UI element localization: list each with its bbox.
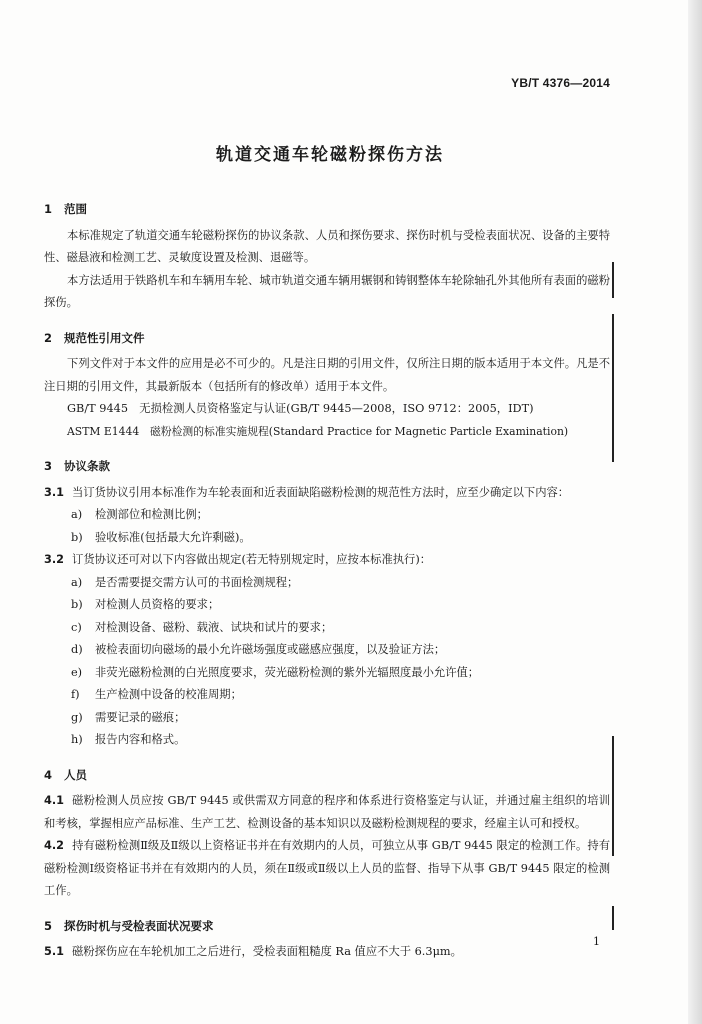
list-item [44, 572, 610, 595]
section-title: 范围 [64, 202, 87, 216]
list-text: 对检测人员资格的要求； [95, 598, 220, 611]
section-number: 1 [44, 202, 53, 216]
list-item [44, 729, 610, 752]
revision-bar [612, 314, 614, 462]
revision-bar [612, 262, 614, 298]
list-marker: g) [71, 710, 83, 724]
page-number: 1 [593, 935, 600, 948]
list-marker: d) [71, 643, 83, 656]
section-2-paragraph: 下列文件对于本文件的应用是必不可少的。凡是注日期的引用文件，仅所注日期的版本适用于本文件。凡是不注日期的引用文件，其最新版本（包括所有的修改单）适用于本文件。 [44, 357, 610, 393]
list-item [44, 662, 610, 685]
list-text: 对检测设备、磁粉、载液、试块和试片的要求； [95, 620, 333, 634]
section-title: 规范性引用文件 [64, 330, 145, 345]
list-marker: a) [71, 508, 83, 521]
list-marker: a) [71, 575, 83, 589]
list-item [44, 504, 610, 527]
document-title: 轨道交通车轮磁粉探伤方法 [216, 145, 444, 165]
clause-number: 5.1 [44, 945, 65, 958]
standard-code: YB/T 4376—2014 [511, 76, 610, 90]
list-text: 是否需要提交需方认可的书面检测规程； [95, 575, 299, 589]
section-4-heading [44, 764, 610, 787]
section-3-heading [44, 455, 610, 478]
clause-number: 3.1 [44, 485, 65, 499]
list-marker: c) [71, 620, 82, 634]
clause-text: 磁粉检测人员应按 GB/T 9445 或供需双方同意的程序和体系进行资格鉴定与认证，并通过雇主组织的培训和考核，掌握相应产品标准、生产工艺、检测设备的基本知识以及磁粉检测规程的要求，经雇主认可和授权。 [44, 794, 610, 830]
list-item [44, 617, 610, 640]
list-text: 需要记录的磁痕； [95, 710, 186, 724]
list-item [44, 594, 610, 617]
list-marker: b) [71, 530, 83, 544]
clause-4-2 [44, 835, 610, 903]
list-marker: e) [71, 665, 83, 679]
section-title: 探伤时机与受检表面状况要求 [64, 918, 214, 933]
section-title: 人员 [64, 767, 87, 782]
section-number: 4 [44, 767, 53, 782]
section-number: 5 [44, 918, 53, 933]
clause-text: 当订货协议引用本标准作为车轮表面和近表面缺陷磁粉检测的规范性方法时，应至少确定以下内容： [72, 485, 570, 499]
list-item [44, 639, 610, 662]
list-marker: b) [71, 598, 83, 611]
scan-edge-shadow [688, 0, 702, 1024]
section-1-paragraph-1: 本标准规定了轨道交通车轮磁粉探伤的协议条款、人员和探伤要求、探伤时机与受检表面状况、设备的主要特性、磁悬液和检测工艺、灵敏度设置及检测、退磁等。 [44, 228, 610, 264]
list-text: 生产检测中设备的校准周期； [95, 688, 242, 701]
list-item [44, 707, 610, 730]
reference-gbt-9445: GB/T 9445 无损检测人员资格鉴定与认证(GB/T 9445—2008，ISO 9712：2005，IDT) [67, 402, 534, 415]
clause-text: 磁粉探伤应在车轮机加工之后进行，受检表面粗糙度 Ra 值应不大于 6.3μm。 [72, 945, 462, 958]
list-marker: f) [71, 688, 80, 701]
clause-5-1 [44, 941, 610, 964]
section-1-paragraph-2: 本方法适用于铁路机车和车辆用车轮、城市轨道交通车辆用辗钢和铸钢整体车轮除轴孔外其他所有表面的磁粉探伤。 [44, 273, 610, 309]
section-1-heading [44, 198, 610, 221]
clause-number: 4.1 [44, 794, 65, 807]
reference-astm-e1444: ASTM E1444 磁粉检测的标准实施规程(Standard Practice for Magnetic Particle Examination) [67, 424, 569, 438]
document-body [44, 194, 610, 964]
revision-bar [612, 906, 614, 930]
clause-3-1 [44, 482, 610, 505]
list-marker: h) [71, 733, 83, 746]
clause-text: 持有磁粉检测Ⅱ级及Ⅱ级以上资格证书并在有效期内的人员，可独立从事 GB/T 9445 限定的检测工作。持有磁粉检测Ⅰ级资格证书并在有效期内的人员，须在Ⅱ级或Ⅱ级以上人员的监督、指导下从事 GB/T 9445 限定的检测工作。 [44, 839, 610, 897]
clause-4-1 [44, 790, 610, 835]
section-number: 2 [44, 330, 53, 345]
list-text: 报告内容和格式。 [95, 733, 186, 746]
clause-text: 订货协议还可对以下内容做出规定(若无特别规定时，应按本标准执行)： [72, 553, 432, 566]
section-5-heading [44, 915, 610, 938]
list-item [44, 684, 610, 707]
list-text: 非荧光磁粉检测的白光照度要求，荧光磁粉检测的紫外光辐照度最小允许值； [95, 665, 480, 679]
clause-3-2 [44, 549, 610, 572]
clause-number: 3.2 [44, 553, 65, 566]
section-number: 3 [44, 459, 53, 473]
list-item [44, 527, 610, 550]
list-text: 被检表面切向磁场的最小允许磁场强度或磁感应强度，以及验证方法； [95, 643, 446, 656]
section-title: 协议条款 [64, 459, 110, 473]
revision-bar [612, 736, 614, 856]
list-text: 检测部位和检测比例； [95, 508, 208, 521]
section-2-heading [44, 327, 610, 350]
clause-number: 4.2 [44, 839, 65, 852]
list-text: 验收标准(包括最大允许剩磁)。 [95, 530, 251, 544]
